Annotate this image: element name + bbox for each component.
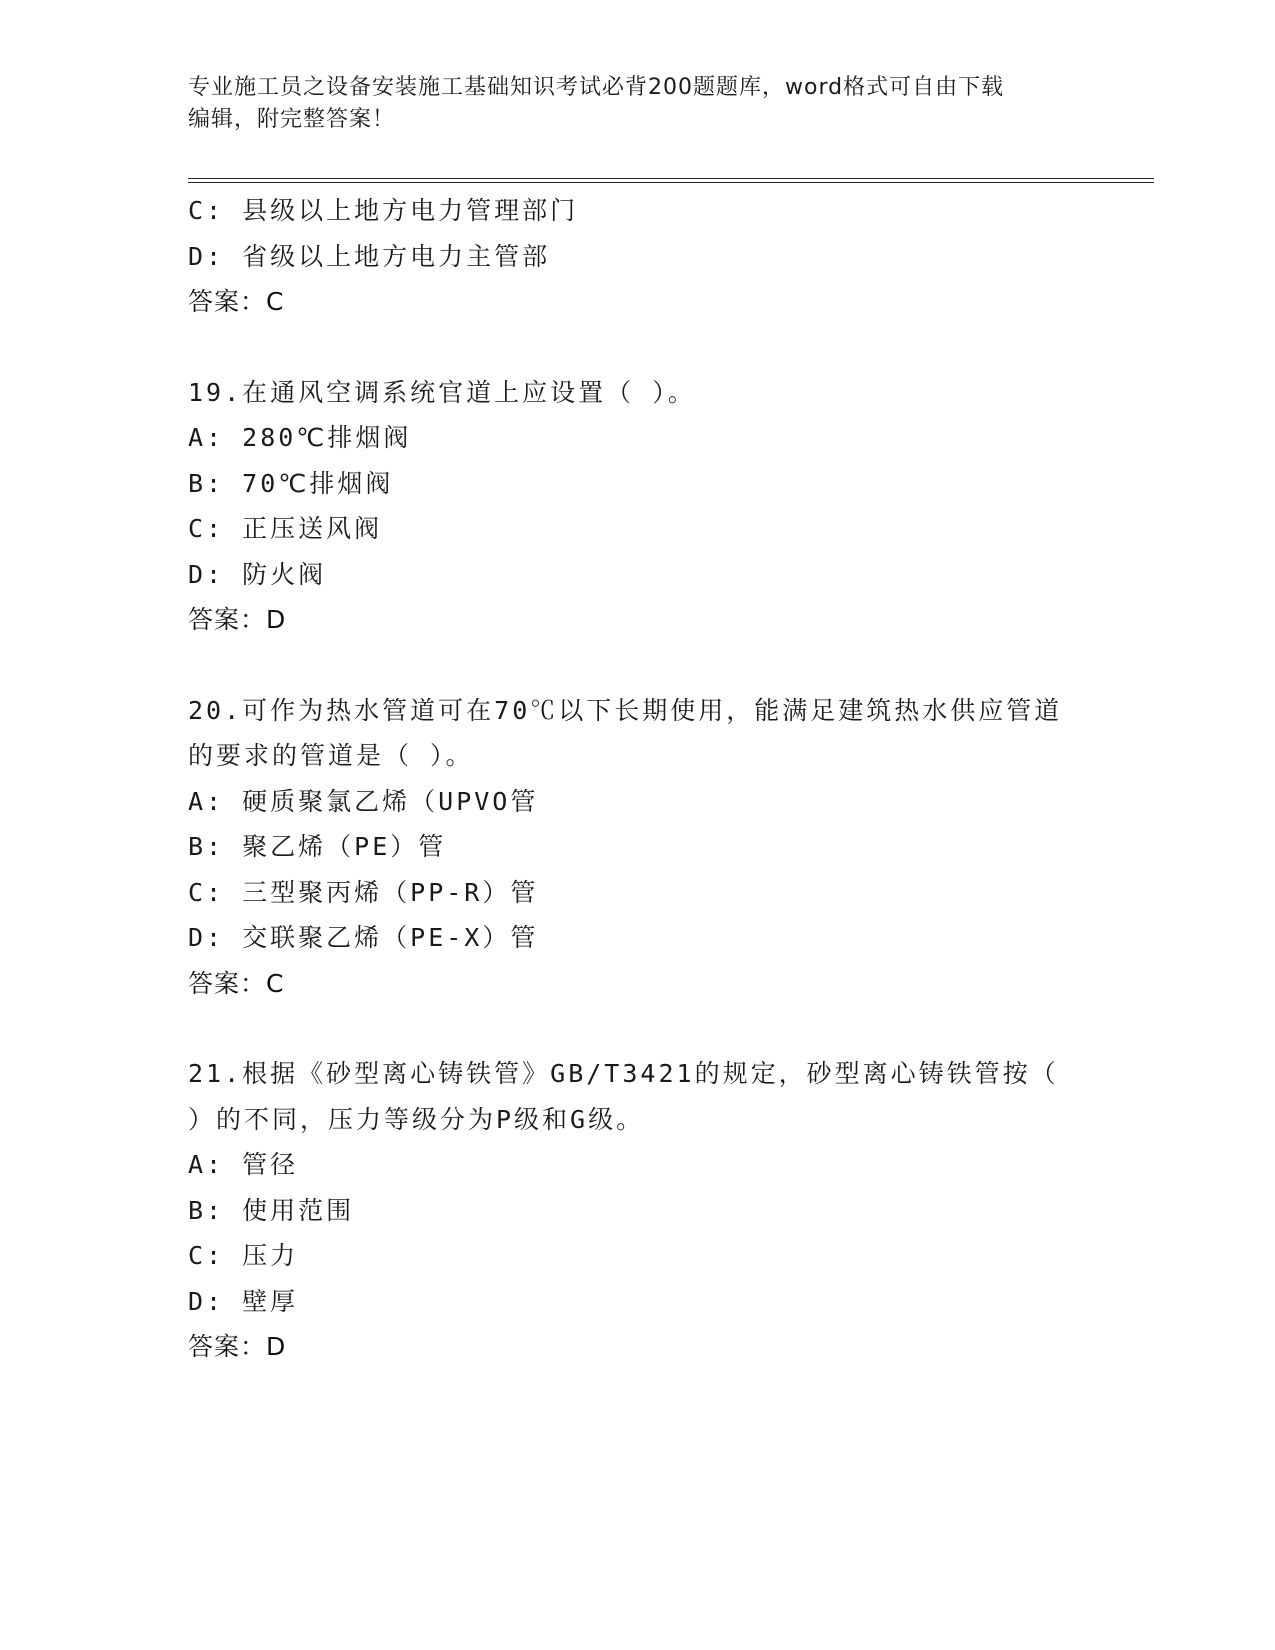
header-divider-bottom — [188, 182, 1154, 183]
header-title-line-2: 编辑，附完整答案！ — [188, 107, 396, 132]
header-title-line-1: 专业施工员之设备安装施工基础知识考试必背200题题库，word格式可自由下载 — [188, 75, 1005, 100]
option-b: B: 聚乙烯（PE）管 — [188, 832, 447, 861]
option-d: D: 省级以上地方电力主管部 — [188, 241, 551, 271]
spacer — [188, 643, 1138, 688]
question-19-block — [188, 370, 1138, 643]
question-stem: 19.在通风空调系统官道上应设置（ ）。 — [188, 377, 696, 407]
document-header — [188, 72, 1088, 136]
answer-line: 答案：D — [188, 605, 287, 634]
spacer — [188, 1006, 1138, 1051]
question-20-block — [188, 688, 1138, 1007]
answer-line: 答案：D — [188, 1332, 287, 1361]
answer-line: 答案：C — [188, 968, 285, 998]
question-stem: 21.根据《砂型离心铸铁管》GB/T3421的规定，砂型离心铸铁管按（ — [188, 1059, 1059, 1088]
option-c: C: 三型聚丙烯（PP-R）管 — [188, 877, 539, 907]
answer-line: 答案：C — [188, 287, 285, 316]
question-stem: 20.可作为热水管道可在70℃以下长期使用，能满足建筑热水供应管道 — [188, 695, 1063, 725]
option-d: D: 交联聚乙烯（PE-X）管 — [188, 923, 539, 952]
option-a: A: 管径 — [188, 1150, 299, 1179]
option-a: A: 硬质聚氯乙烯（UPVO管 — [188, 786, 539, 816]
option-c: C: 正压送风阀 — [188, 514, 383, 543]
option-b: B: 使用范围 — [188, 1195, 355, 1225]
option-c: C: 县级以上地方电力管理部门 — [188, 196, 579, 225]
option-d: D: 壁厚 — [188, 1286, 299, 1316]
prev-question-block — [188, 188, 1138, 325]
option-d: D: 防火阀 — [188, 559, 327, 589]
option-a: A: 280℃排烟阀 — [188, 423, 412, 452]
header-divider-top — [188, 178, 1154, 179]
question-21-block — [188, 1051, 1138, 1370]
option-b: B: 70℃排烟阀 — [188, 468, 394, 498]
question-stem-continued: 的要求的管道是（ ）。 — [188, 741, 474, 770]
spacer — [188, 325, 1138, 370]
question-stem-continued: ）的不同，压力等级分为P级和G级。 — [188, 1104, 645, 1134]
question-content — [188, 188, 1138, 1370]
option-c: C: 压力 — [188, 1241, 299, 1270]
